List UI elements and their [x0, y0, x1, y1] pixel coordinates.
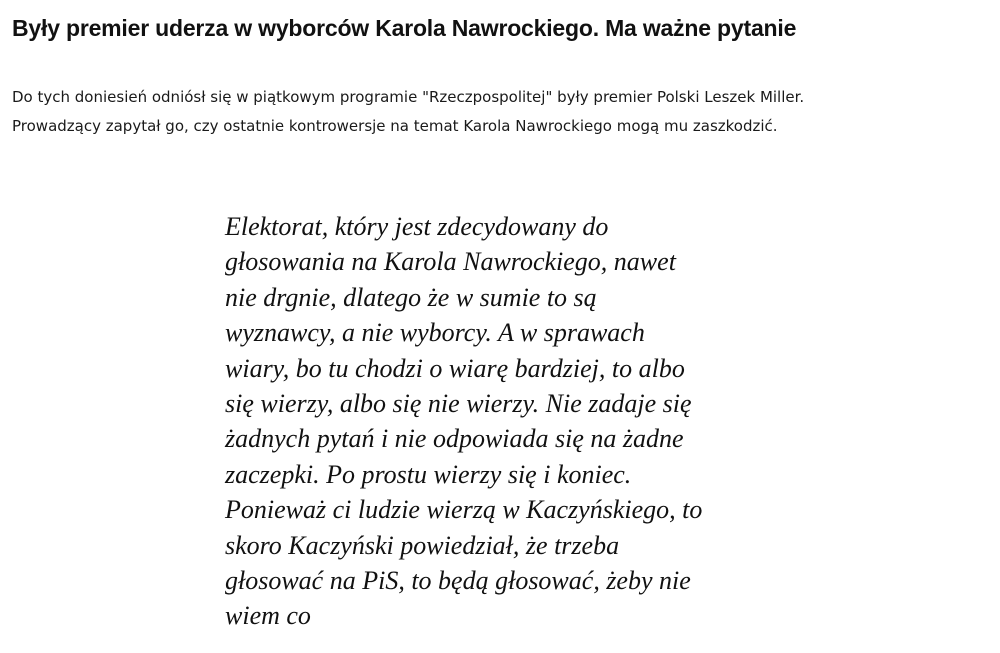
pull-quote	[225, 209, 785, 634]
lead-line: Prowadzący zapytał go, czy ostatnie kontrowersje na temat Karola Nawrockiego mogą mu zaszkodzić.	[12, 117, 778, 135]
quote-line: Ponieważ ci ludzie wierzą w Kaczyńskiego, to	[225, 495, 703, 525]
quote-line: zaczepki. Po prostu wierzy się i koniec.	[225, 459, 632, 489]
quote-line: żadnych pytań i nie odpowiada się na żadne	[225, 424, 684, 454]
quote-line: wiary, bo tu chodzi o wiarę bardziej, to albo	[225, 353, 685, 383]
article	[12, 0, 988, 141]
quote-line: Elektorat, który jest zdecydowany do	[225, 212, 609, 241]
quote-line: głosować na PiS, to będą głosować, żeby nie	[225, 566, 691, 596]
quote-line: nie drgnie, dlatego że w sumie to są	[225, 282, 597, 312]
quote-line: skoro Kaczyński powiedział, że trzeba	[225, 530, 620, 560]
quote-line: wiem co	[225, 601, 311, 631]
quote-line: wyznawcy, a nie wyborcy. A w sprawach	[225, 318, 645, 348]
article-lead	[12, 83, 988, 141]
lead-line: Do tych doniesień odniósł się w piątkowym programie "Rzeczpospolitej" były premier Polski Leszek Miller.	[12, 88, 805, 106]
quote-line: głosowania na Karola Nawrockiego, nawet	[225, 247, 676, 277]
quote-line: się wierzy, albo się nie wierzy. Nie zadaje się	[225, 389, 692, 419]
article-headline: Były premier uderza w wyborców Karola Nawrockiego. Ma ważne pytanie	[12, 15, 797, 41]
